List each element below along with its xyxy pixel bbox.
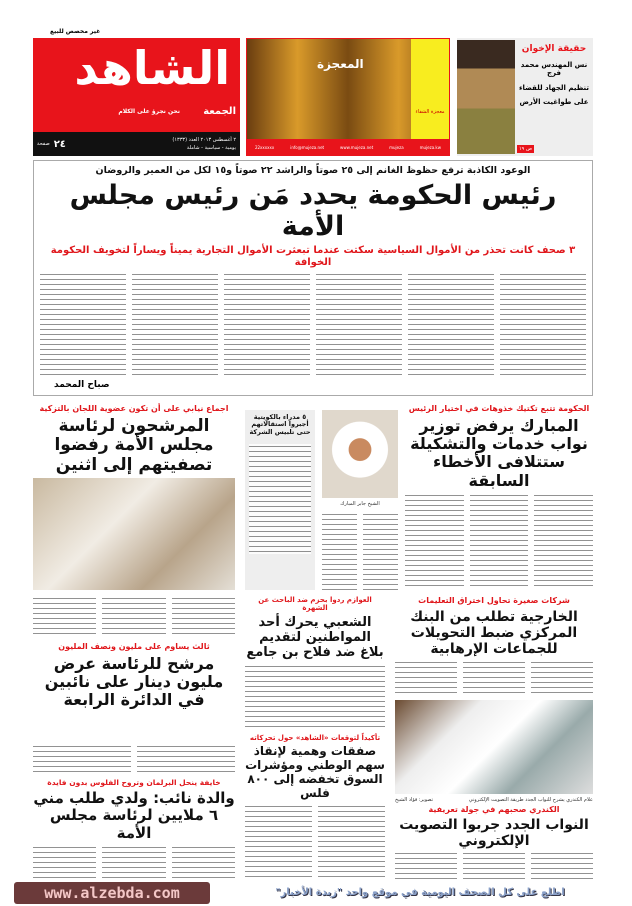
ad-right-line2: تنظيم الجهاد للقضاء — [518, 83, 590, 92]
kicker: ثالث يساوم على مليون ونصف المليون — [58, 642, 210, 651]
slogan: نحن نجرؤ على الكلام — [118, 108, 180, 115]
kicker: تأكيداً لتوقعات «الشاهد» حول تحركاته — [249, 734, 381, 742]
story-candidates — [33, 404, 235, 590]
kicker: خايفة ينحل البرلمان وتروح الفلوس بدون فايدة — [47, 778, 221, 787]
story-mubarak — [405, 404, 593, 590]
brotherhood-ad[interactable] — [457, 38, 593, 156]
ad-right-title: حقيقة الإخوان — [521, 44, 587, 54]
ad-email: info@mujeza.net — [290, 144, 325, 150]
honey-ad[interactable] — [246, 38, 450, 156]
headline: صفقات وهمية لإنقاذ سهم الوطني ومؤشرات السوق تخفضه إلى ٨٠٠ فلس — [245, 744, 385, 800]
headline: الشعبي يحرك أحد المواطنين لتقديم بلاغ ضد فلاح بن جامع — [246, 614, 384, 660]
headline: والدة نائب: ولدي طلب مني ٦ ملايين لرئاسة مجلس الأمة — [33, 789, 235, 842]
ad-brand-panel — [411, 39, 449, 139]
lead-kicker: الوعود الكاذبة ترفع حظوظ الغانم إلى ٢٥ صوتاً والراشد ٢٢ صوتاً و١٥ لكل من العمير والروضان — [95, 165, 531, 176]
kicker: اجماع نيابي على أن تكون عضوية اللجان بالتزكية — [39, 404, 229, 413]
ad-right-tag: ص ١٩ — [519, 146, 533, 152]
photo-credit: تصوير: فؤاد الشيخ — [395, 797, 434, 803]
evoting-photo — [395, 700, 593, 794]
lead-subhead: ٣ صحف كانت تحذر من الأموال السياسية سكتت عندما تبعثرت الأموال التجارية يميناً ويساراً لتخويف الحكومة الخوافة — [50, 245, 576, 269]
sections: يومية - سياسية - شاملة — [186, 145, 236, 151]
mubarak-photo — [322, 410, 398, 498]
masthead — [33, 38, 240, 156]
story-market — [245, 734, 385, 878]
ad-phone: 22xxxxxx — [254, 144, 275, 150]
masthead-logo: الشاهد — [74, 41, 230, 95]
ad-title: المعجزة — [317, 57, 364, 71]
kicker: الكندري صحبهم في جولة تعريفية — [428, 805, 560, 814]
not-for-sale: غير مخصص للبيع — [50, 28, 101, 35]
page-label: صفحة — [37, 141, 50, 147]
kicker: العوازم ردوا بحزم ضد الباحث عن الشهرة — [258, 596, 372, 613]
headline: ٥ مدراء بالكويتية أجبروا استقالاتهم حتى تلبيس الشركة — [249, 413, 311, 436]
footer-site-link[interactable]: www.alzebda.com — [14, 882, 210, 904]
lead-body-col — [40, 272, 126, 377]
candidates-photo — [33, 478, 235, 590]
headline: مرشح للرئاسة عرض مليون دينار على نائبين في الدائرة الرابعة — [44, 653, 224, 710]
ad-twitter: mujeza.kw — [419, 144, 442, 150]
headline: الخارجية تطلب من البنك المركزي ضبط التحويلات للجماعات الإرهابية — [410, 608, 578, 657]
lead-story — [33, 160, 593, 396]
footer-promo: اطلع على كل الصحف اليومية في موقع واحد "زبدة الأخبار" — [218, 885, 622, 901]
lead-body-col — [224, 272, 310, 377]
ad-right-line3: على طواغيت الأرض — [519, 97, 589, 106]
headline: المبارك يرفض توزير نواب خدمات والتشكيلة ستتلافى الأخطاء السابقة — [410, 415, 588, 490]
lead-body-col — [408, 272, 494, 377]
portrait — [457, 40, 515, 154]
ad-brand: معجزة الشفاء — [415, 109, 445, 115]
day: الجمعة — [203, 106, 236, 117]
kicker: الحكومة تتبع تكتيك خذوهات في اختيار الرئيس — [408, 404, 590, 413]
story-evoting — [395, 797, 593, 879]
lead-author: صباح المحمد — [54, 380, 110, 390]
headline: النواب الجدد جربوا التصويت الإلكتروني — [399, 816, 589, 849]
page-count: ٢٤ — [53, 138, 66, 150]
lead-body-col — [132, 272, 218, 377]
photo-caption: علام الكندري يشرح للنواب الجدد طريقة التصويت الإلكتروني — [468, 797, 593, 803]
lead-headline: رئيس الحكومة يحدد مَن رئيس مجلس الأمة — [69, 179, 557, 242]
headline: المرشحون لرئاسة مجلس الأمة رفضوا تصفيتهم إلى اثنين — [54, 415, 214, 475]
ad-website: www.mujeza.net — [340, 144, 374, 150]
lead-body-col — [500, 272, 586, 377]
story-shaabi — [245, 596, 385, 728]
photo-caption: الشيخ جابر المبارك — [340, 501, 380, 507]
story-mother — [33, 778, 235, 878]
ad-right-line1: نس المهندس محمد فرج — [520, 60, 588, 78]
story-million — [33, 642, 235, 740]
story-bank — [395, 596, 593, 696]
side-brief — [245, 410, 315, 590]
ad-facebook: mujeza — [389, 144, 404, 150]
kicker: شركات صغيرة تحاول اختراق التعليمات — [418, 596, 570, 605]
lead-body-col — [316, 272, 402, 377]
date-line: ٢ أغسطس ٢٠١٣ العدد (١٣٣٣) — [172, 137, 236, 143]
